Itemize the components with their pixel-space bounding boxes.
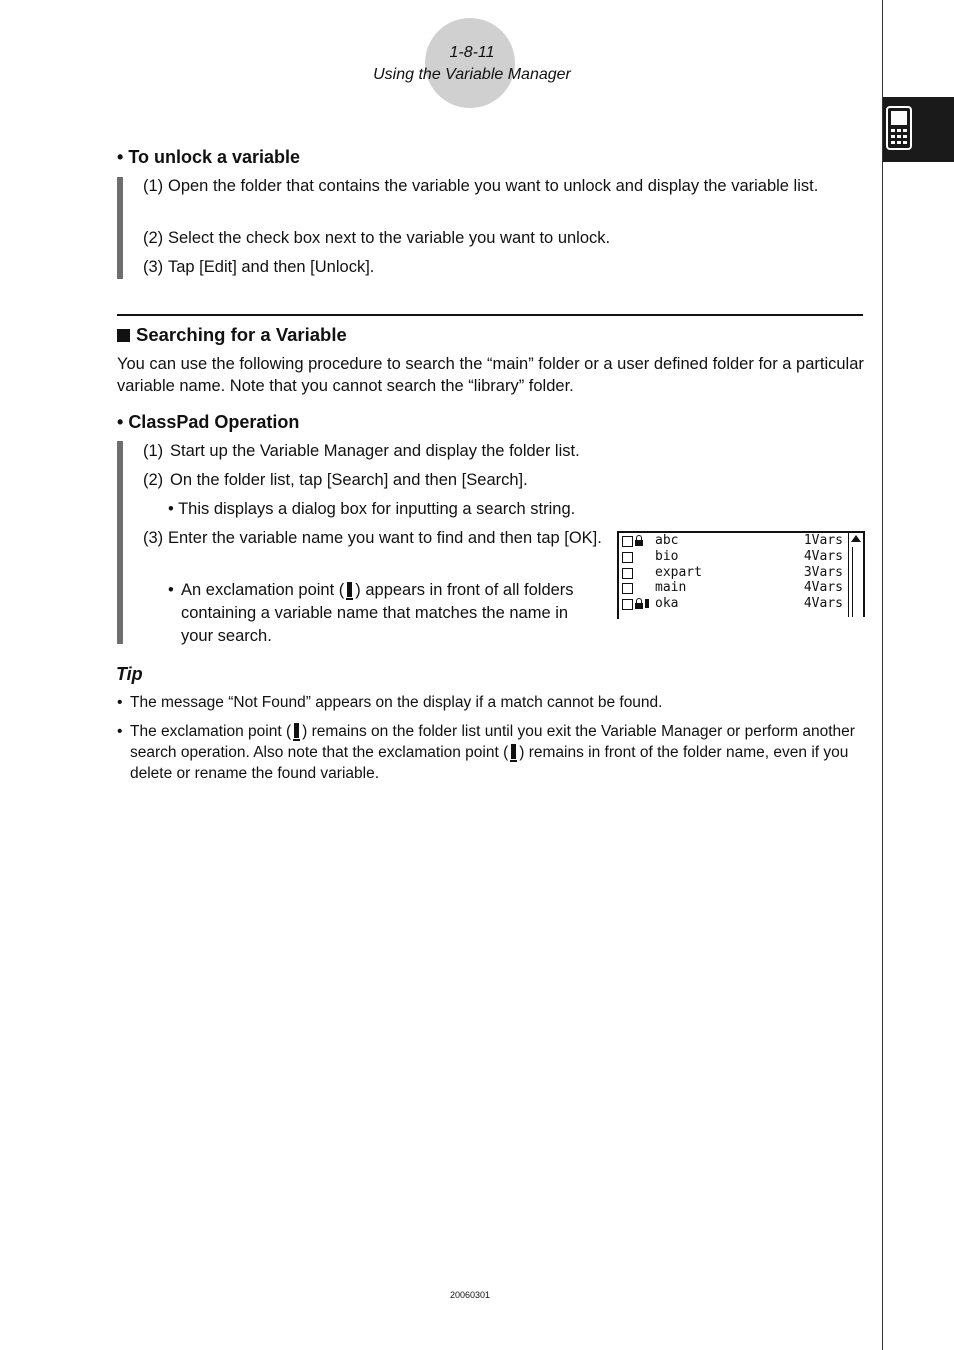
footer-code: 20060301 bbox=[449, 1290, 491, 1300]
bullet-icon: • bbox=[117, 412, 129, 432]
page-number: 1-8-11 bbox=[449, 44, 495, 61]
exclamation-point-icon bbox=[347, 582, 352, 597]
header-circle bbox=[425, 18, 515, 108]
tip-item: • The exclamation point ( ) remains on the folder list until you exit the Variable Manager or perform another search operation. Also note that the exclamation point ( ) remains in front of the folder name, even if you delete or rename the found variable. bbox=[117, 723, 855, 782]
search-step-2-note: • This displays a dialog box for inputting a search string. bbox=[168, 500, 576, 518]
search-step-1: (1) Start up the Variable Manager and display the folder list. bbox=[143, 442, 580, 460]
bullet-icon: • bbox=[117, 147, 129, 167]
section-intro: You can use the following procedure to search the “main” folder or a user defined folder for a particular variable name. Note that you cannot search the “library” folder. bbox=[117, 355, 864, 395]
bullet-icon: • bbox=[168, 500, 179, 518]
lock-icon bbox=[635, 598, 643, 609]
chapter-tab bbox=[883, 97, 954, 162]
step-bar bbox=[117, 177, 123, 279]
exclamation-point-icon bbox=[511, 744, 516, 759]
step-bar bbox=[117, 441, 123, 644]
unlock-step-2: (2) Select the check box next to the variable you want to unlock. bbox=[143, 229, 611, 247]
calculator-icon bbox=[883, 97, 954, 162]
folder-row[interactable]: expart 3Vars bbox=[619, 566, 845, 581]
checkbox[interactable] bbox=[622, 536, 633, 547]
bullet-icon: • bbox=[117, 723, 123, 740]
folder-row[interactable]: main 4Vars bbox=[619, 581, 845, 596]
checkbox[interactable] bbox=[622, 583, 633, 594]
unlock-heading: • To unlock a variable bbox=[117, 147, 301, 167]
checkbox[interactable] bbox=[622, 568, 633, 579]
folder-row[interactable]: bio 4Vars bbox=[619, 550, 845, 565]
bullet-icon: • bbox=[117, 694, 123, 711]
search-step-3: (3) Enter the variable name you want to find and then tap [OK]. bbox=[143, 529, 602, 547]
tip-item: • The message “Not Found” appears on the display if a match cannot be found. bbox=[117, 694, 663, 711]
search-step-2: (2) On the folder list, tap [Search] and then [Search]. bbox=[143, 471, 528, 489]
tip-title: Tip bbox=[116, 664, 143, 684]
folder-row[interactable]: oka 4Vars bbox=[619, 597, 845, 612]
page-title: Using the Variable Manager bbox=[373, 66, 571, 83]
operation-heading: • ClassPad Operation bbox=[117, 412, 300, 432]
checkbox[interactable] bbox=[622, 599, 633, 610]
section-title: Searching for a Variable bbox=[117, 324, 347, 346]
square-bullet-icon bbox=[117, 329, 130, 342]
exclamation-point-icon bbox=[645, 599, 649, 608]
scrollbar[interactable] bbox=[848, 533, 865, 617]
section-divider bbox=[117, 314, 863, 316]
margin-rule bbox=[882, 0, 883, 1350]
scrollbar-track[interactable] bbox=[852, 547, 857, 617]
checkbox[interactable] bbox=[622, 552, 633, 563]
unlock-step-1: (1) Open the folder that contains the variable you want to unlock and display the variable list. bbox=[143, 177, 819, 195]
folder-list-screen bbox=[617, 531, 865, 619]
unlock-step-3: (3) Tap [Edit] and then [Unlock]. bbox=[143, 258, 375, 276]
search-step-3-note: • An exclamation point ( ) appears in front of all folders containing a variable name that matches the name in your search. bbox=[168, 581, 574, 645]
scroll-up-arrow-icon[interactable] bbox=[851, 535, 861, 542]
bullet-icon: • bbox=[168, 581, 174, 599]
exclamation-point-icon bbox=[294, 723, 299, 738]
lock-icon bbox=[635, 535, 643, 546]
folder-row[interactable]: abc 1Vars bbox=[619, 534, 845, 549]
